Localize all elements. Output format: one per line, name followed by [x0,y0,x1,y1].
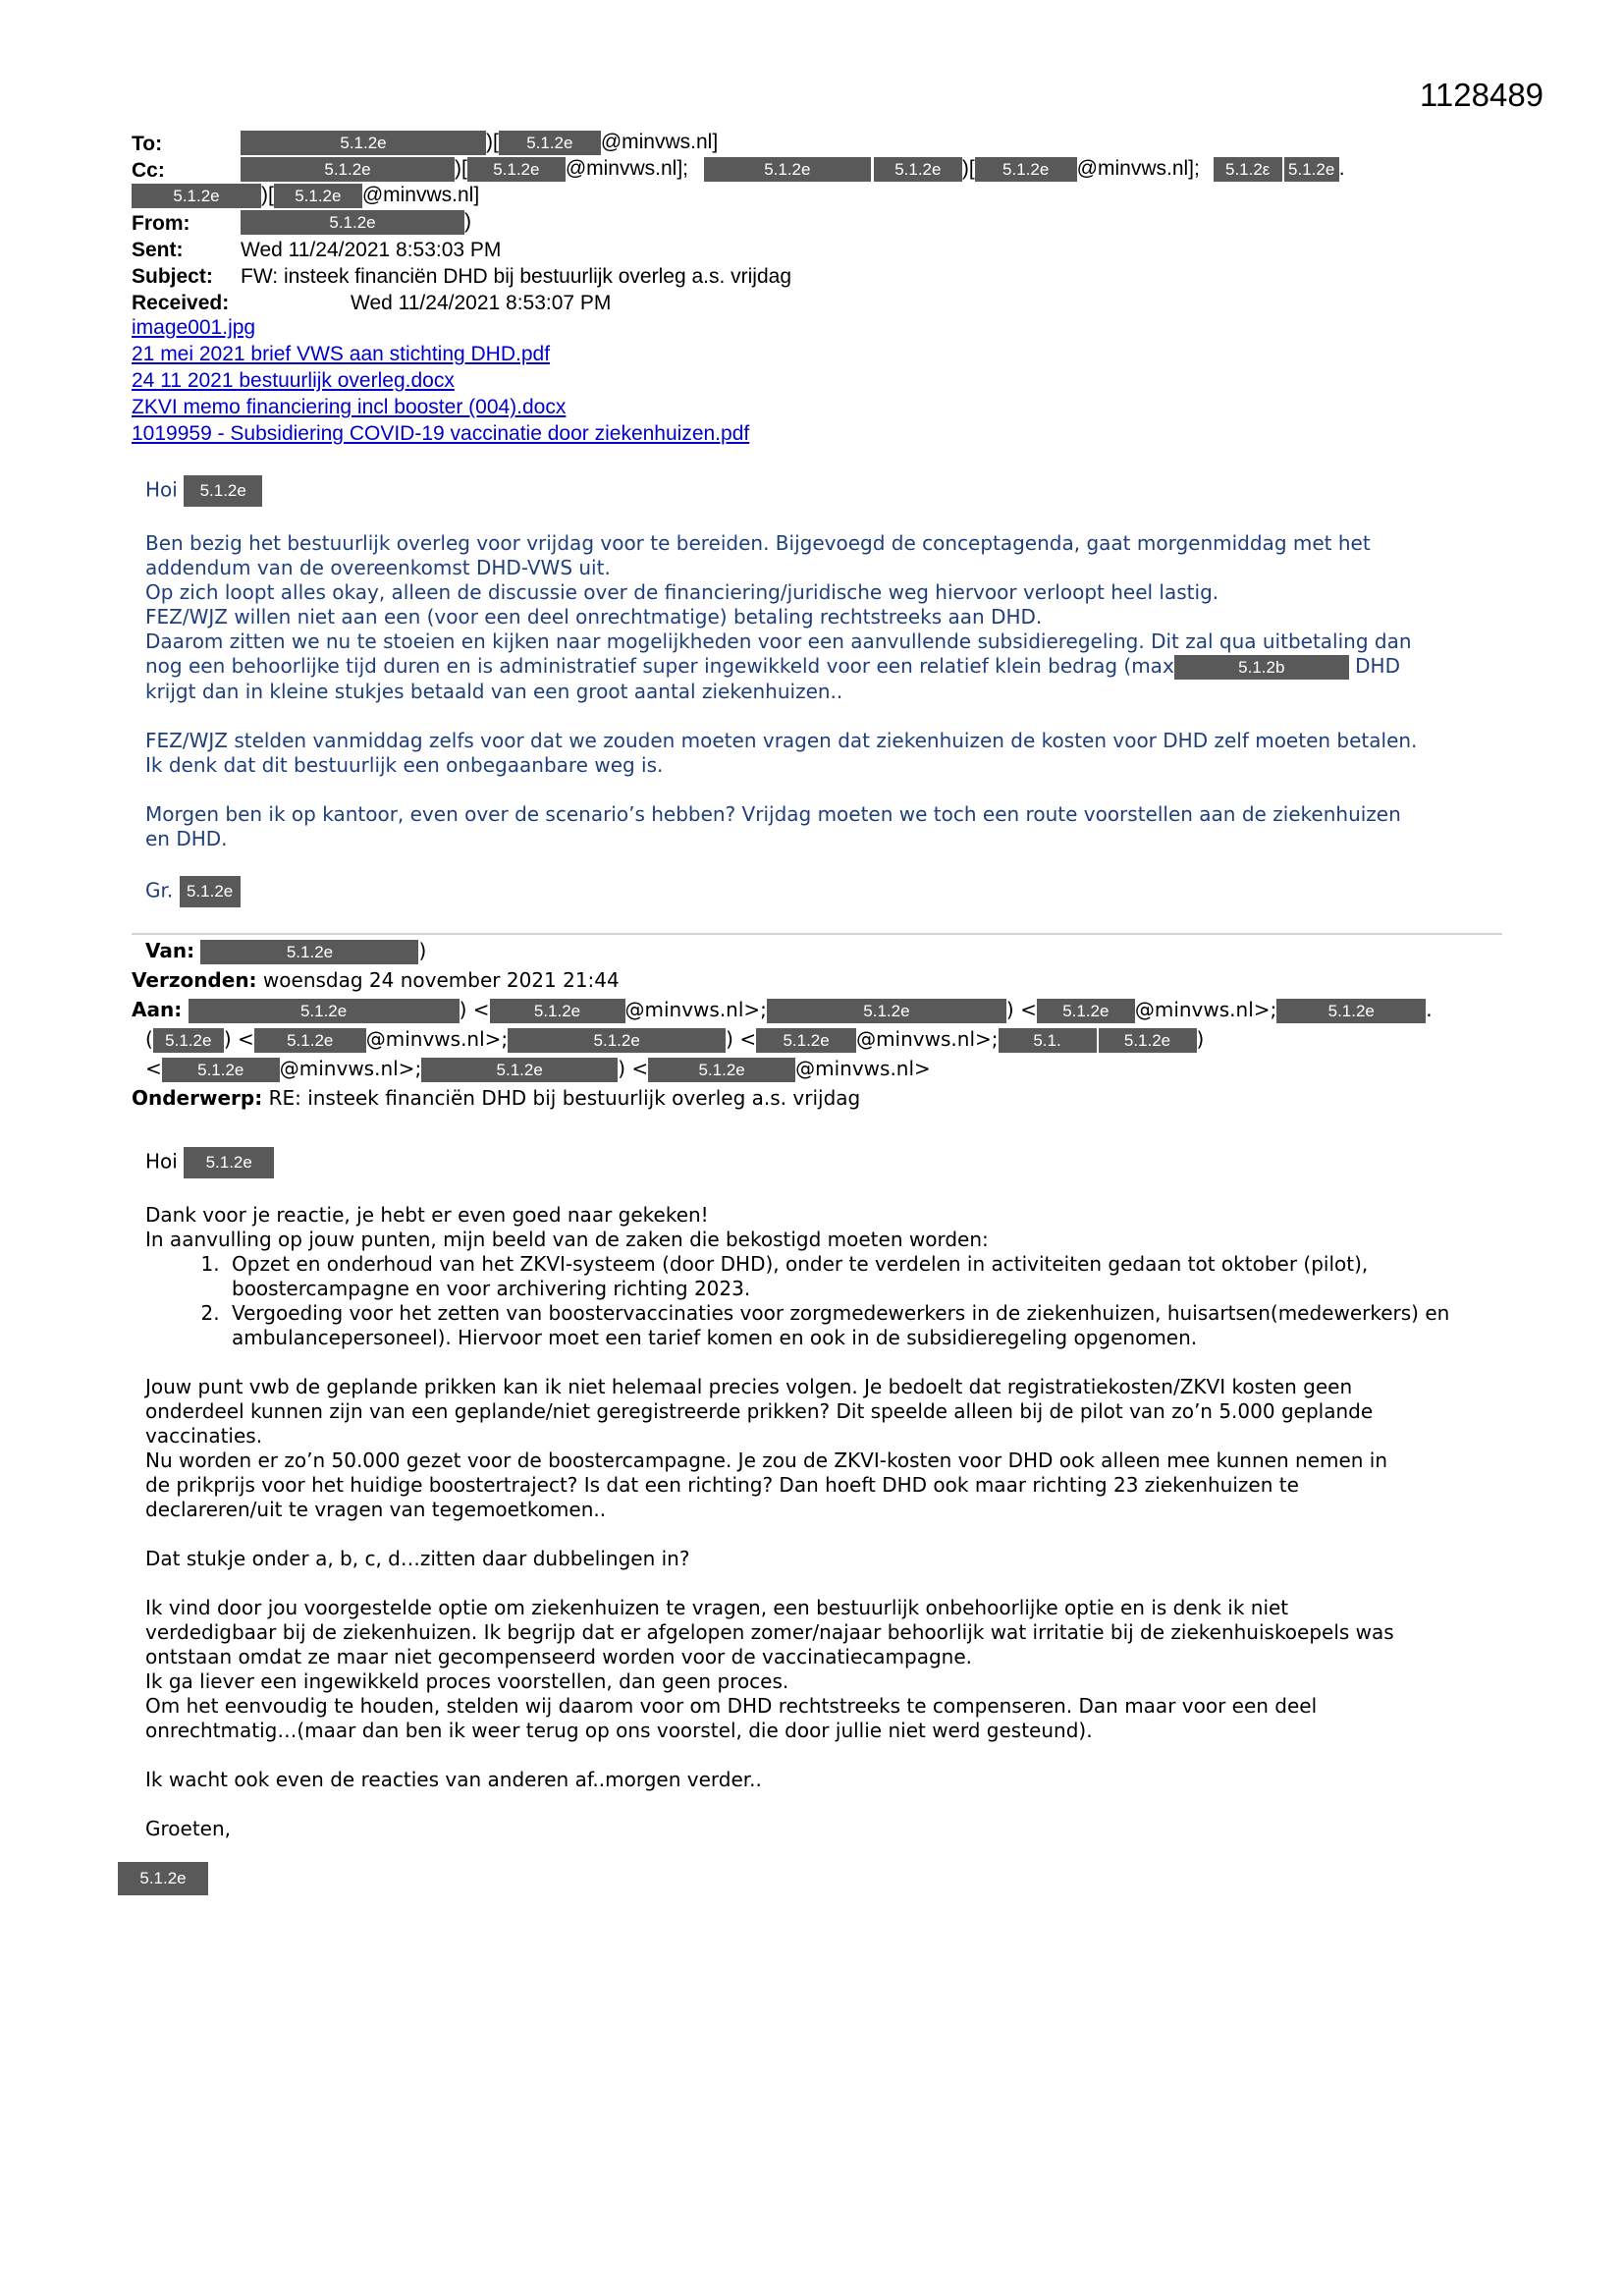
paragraph-line: en DHD. [145,827,228,850]
verzonden-value: woensdag 24 november 2021 21:44 [262,968,620,992]
email-domain: @minvws.nl>; [1134,998,1277,1021]
paragraph-line: krijgt dan in kleine stukjes betaald van een groot aantal ziekenhuizen.. [145,680,843,703]
van-label: Van: [145,939,195,962]
redaction: 5.1.2e [241,131,486,155]
from-label: From: [132,212,190,235]
attachment-link[interactable]: ZKVI memo financiering incl booster (004).docx [132,396,567,418]
redaction: 5.1.2e [421,1058,618,1082]
attachment-link[interactable]: 1019959 - Subsidiering COVID-19 vaccinatie door ziekenhuizen.pdf [132,422,750,445]
redaction: 5.1.2e [499,131,601,155]
redaction: 5.1.2e [1037,999,1135,1023]
paragraph-line: Op zich loopt alles okay, alleen de discussie over de financiering/juridische weg hiervoor verloopt heel lastig. [145,580,1219,604]
verzonden-row [132,968,620,993]
cc-value: 5.1.2e )[ 5.1.2e @minvws.nl]; 5.1.2e 5.1.2e )[ 5.1.2e @minvws.nl]; 5.1.2ε 5.1.2e . [241,155,1345,182]
paragraph-line: declareren/uit te vragen van tegemoetkomen.. [145,1498,607,1521]
cc-label: Cc: [132,159,165,182]
email-domain: @minvws.nl] [361,184,480,206]
to-value: 5.1.2e )[ 5.1.2e @minvws.nl] [241,129,718,155]
received-label: Received: [132,292,230,314]
cost-items-list [145,1252,1500,1350]
redaction: 5.1.2ε [1214,157,1282,182]
email-domain: @minvws.nl>; [624,998,767,1021]
paragraph-line: de prikprijs voor het huidige boostertraject? Is dat een richting? Dan hoeft DHD ook maar richting 23 ziekenhuizen te [145,1473,1299,1497]
email-domain: @minvws.nl>; [365,1027,509,1051]
paragraph-line: Ik wacht ook even de reacties van anderen af..morgen verder.. [145,1768,762,1791]
email-domain: @minvws.nl> [795,1057,931,1080]
paragraph-line: addendum van de overeenkomst DHD-VWS uit. [145,556,611,579]
aan-label: Aan: [132,998,183,1021]
cc-value-continued: 5.1.2e )[ 5.1.2e @minvws.nl] [132,182,479,208]
email-domain: @minvws.nl>; [856,1027,999,1051]
paragraph-line: Ik denk dat dit bestuurlijk een onbegaanbare weg is. [145,753,664,777]
paragraph-line: FEZ/WJZ willen niet aan een (voor een deel onrechtmatige) betaling rechtstreeks aan DHD. [145,605,1043,629]
paragraph-line: Dank voor je reactie, je hebt er even goed naar gekeken! [145,1203,709,1227]
separator [132,933,1502,935]
sent-value: Wed 11/24/2021 8:53:03 PM [241,239,502,261]
paragraph-line: verdedigbaar bij de ziekenhuizen. Ik begrijp dat er afgelopen zomer/najaar behoorlijk wat irritatie bij de ziekenhuiskoepels was [145,1620,1394,1644]
onderwerp-row [132,1086,860,1111]
paragraph-line: Om het eenvoudig te houden, stelden wij daarom voor om DHD rechtstreeks te compenseren. Dan maar voor een deel [145,1694,1318,1718]
to-label: To: [132,133,163,155]
signoff: Gr. 5.1.2e [145,876,1500,907]
onderwerp-value: RE: insteek financiën DHD bij bestuurlijk overleg a.s. vrijdag [268,1086,861,1110]
redaction: 5.1.2e [118,1862,208,1895]
redaction: 5.1.2e [767,999,1006,1023]
redaction: 5.1.2e [756,1028,856,1053]
redaction: 5.1.2e [153,1028,224,1053]
paragraph-line: Jouw punt vwb de geplande prikken kan ik niet helemaal precies volgen. Je bedoelt dat registratiekosten/ZKVI kosten geen [145,1375,1353,1398]
redaction: 5.1. [999,1028,1097,1053]
email-domain: @minvws.nl>; [279,1057,422,1080]
attachment-link[interactable]: 24 11 2021 bestuurlijk overleg.docx [132,369,455,392]
redaction: 5.1.2e [241,157,455,182]
list-item: 2. Vergoeding voor het zetten van boostervaccinaties voor zorgmedewerkers in de ziekenhuizen, huisartsen(medewerkers) en ambulancepersoneel). Hiervoor moet een tarief komen en ook in de subsidieregeling opgenomen. [226,1301,1500,1350]
paragraph-line: onderdeel kunnen zijn van een geplande/niet geregistreerde prikken? Dit speelde alleen bij de pilot van zo’n 5.000 geplande [145,1399,1374,1423]
paragraph-line: Nu worden er zo’n 50.000 gezet voor de boostercampagne. Je zou de ZKVI-kosten voor DHD ook alleen mee kunnen nemen in [145,1449,1388,1472]
subject-label: Subject: [132,265,213,288]
paragraph-line: Ben bezig het bestuurlijk overleg voor vrijdag voor te bereiden. Bijgevoegd de conceptagenda, gaat morgenmiddag met het [145,531,1371,555]
redaction: 5.1.2e [254,1028,366,1053]
redaction: 5.1.2e [241,210,464,235]
paragraph-line: Dat stukje onder a, b, c, d…zitten daar dubbelingen in? [145,1547,690,1570]
paragraph-line: ontstaan omdat ze maar niet gecompenseerd worden voor de vaccinatiecampagne. [145,1645,972,1668]
message-2-body [145,1147,1500,1841]
redaction: 5.1.2e [200,940,418,964]
greeting: Hoi 5.1.2e [145,1147,1500,1178]
redaction: 5.1.2e [274,184,362,208]
redaction: 5.1.2e [704,157,871,182]
paragraph-line: vaccinaties. [145,1424,263,1448]
redaction: 5.1.2e [189,999,460,1023]
redaction: 5.1.2e [1284,157,1339,182]
van-row: Van: 5.1.2e ) [145,939,427,962]
redaction: 5.1.2e [180,876,241,907]
paragraph-line: Ik vind door jou voorgestelde optie om ziekenhuizen te vragen, een bestuurlijk onbehoorlijke optie en is denk ik niet [145,1596,1289,1619]
redaction: 5.1.2e [975,157,1077,182]
redaction: 5.1.2e [467,157,566,182]
paragraph-line: Daarom zitten we nu te stoeien en kijken naar mogelijkheden voor een aanvullende subsidieregeling. Dit zal qua uitbetaling dan [145,629,1412,653]
redaction: 5.1.2e [184,475,262,507]
redaction: 5.1.2e [1099,1028,1197,1053]
redaction: 5.1.2e [132,184,261,208]
redaction: 5.1.2e [490,999,625,1023]
aan-row: Aan: 5.1.2e ) < 5.1.2e @minvws.nl>; 5.1.2e ) < 5.1.2e @minvws.nl>; 5.1.2e . [132,998,1433,1021]
email-domain: @minvws.nl] [600,131,719,153]
paragraph-line: Ik ga liever een ingewikkeld proces voorstellen, dan geen proces. [145,1669,789,1693]
email-domain: @minvws.nl]; [565,157,688,180]
redaction: 5.1.2e [184,1147,274,1178]
aan-row-2: ( 5.1.2e ) < 5.1.2e @minvws.nl>; 5.1.2e ) < 5.1.2e @minvws.nl>; 5.1. 5.1.2e ) [145,1027,1205,1051]
aan-row-3: < 5.1.2e @minvws.nl>; 5.1.2e ) < 5.1.2e @minvws.nl> [145,1057,931,1080]
paragraph-line: nog een behoorlijke tijd duren en is administratief super ingewikkeld voor een relatief klein bedrag (max 5.1.2b DHD [145,654,1400,678]
paragraph-line: Morgen ben ik op kantoor, even over de scenario’s hebben? Vrijdag moeten we toch een route voorstellen aan de ziekenhuizen [145,802,1401,826]
onderwerp-label: Onderwerp: [132,1086,263,1110]
from-value: 5.1.2e ) [241,208,471,235]
attachment-link[interactable]: 21 mei 2021 brief VWS aan stichting DHD.pdf [132,343,551,365]
greeting: Hoi 5.1.2e [145,475,1500,507]
document-number: 1128489 [1420,77,1544,113]
redaction: 5.1.2e [1276,999,1426,1023]
attachment-link[interactable]: image001.jpg [132,316,256,339]
paragraph-line: onrechtmatig…(maar dan ben ik weer terug op ons voorstel, die door jullie niet werd gesteund). [145,1719,1093,1742]
email-domain: @minvws.nl]; [1076,157,1200,180]
message-1-body [145,475,1500,907]
redaction: 5.1.2e [874,157,962,182]
received-value: Wed 11/24/2021 8:53:07 PM [351,292,612,314]
redaction: 5.1.2e [648,1058,795,1082]
paragraph-line: In aanvulling op jouw punten, mijn beeld van de zaken die bekostigd moeten worden: [145,1228,989,1251]
paragraph-line: FEZ/WJZ stelden vanmiddag zelfs voor dat we zouden moeten vragen dat ziekenhuizen de kosten voor DHD zelf moeten betalen. [145,729,1418,752]
sent-label: Sent: [132,239,184,261]
verzonden-label: Verzonden: [132,968,257,992]
redaction: 5.1.2e [508,1028,726,1053]
redaction: 5.1.2b [1174,655,1349,680]
redaction: 5.1.2e [162,1058,280,1082]
list-item: 1. Opzet en onderhoud van het ZKVI-systeem (door DHD), onder te verdelen in activiteiten gedaan tot oktober (pilot), boostercampagne en voor archivering richting 2023. [226,1252,1500,1301]
subject-value: FW: insteek financiën DHD bij bestuurlijk overleg a.s. vrijdag [241,265,792,288]
closing: Groeten, [145,1817,232,1840]
